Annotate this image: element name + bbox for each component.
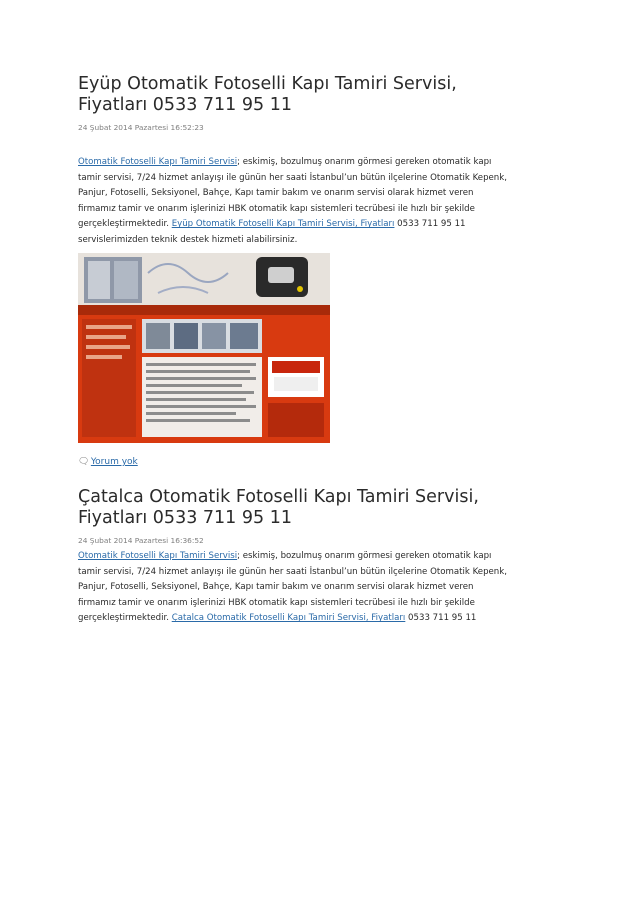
comments-count-link[interactable]: Yorum yok	[90, 457, 138, 467]
body-line-1	[78, 549, 558, 565]
body-line-1	[78, 155, 558, 171]
body-line-5	[78, 611, 558, 627]
service-link[interactable]: Otomatik Fotoselli Kapı Tamiri Servisi	[78, 551, 238, 561]
speech-bubble-icon: 🗨	[78, 457, 90, 467]
post-title-line-1[interactable]: Eyüp Otomatik Fotoselli Kapı Tamiri Servisi,	[78, 74, 457, 94]
comments-link[interactable]	[78, 457, 138, 467]
body-line-6: servislerimizden teknik destek hizmeti alabilirsiniz.	[78, 234, 298, 245]
body-line-3: Panjur, Fotoselli, Seksiyonel, Bahçe, Kapı tamir bakım ve onarım servisi olarak hizmet veren	[78, 188, 474, 199]
body-text: ; eskimiş, bozulmuş onarım görmesi gereken otomatik kapı	[237, 551, 492, 561]
body-line-4: firmamız tamir ve onarım işlerinizi HBK otomatik kapı sistemleri tecrübesi ile hızlı bir şekilde	[78, 203, 475, 214]
service-link[interactable]: Otomatik Fotoselli Kapı Tamiri Servisi	[78, 157, 238, 167]
post-date: 24 Şubat 2014 Pazartesi 16:52:23	[78, 123, 204, 132]
post-title-line-2[interactable]: Fiyatları 0533 711 95 11	[78, 95, 292, 115]
post-catalca	[78, 487, 558, 545]
body-line-3: Panjur, Fotoselli, Seksiyonel, Bahçe, Kapı tamir bakım ve onarım servisi olarak hizmet veren	[78, 582, 474, 593]
body-line-2: tamir servisi, 7/24 hizmet anlayışı ile günün her saati İstanbul’un bütün ilçelerine Otomatik Kepenk,	[78, 566, 507, 577]
post-body-eyup	[78, 155, 558, 249]
post-thumbnail-image	[78, 253, 330, 443]
body-line-5	[78, 217, 558, 233]
body-text: gerçekleştirmektedir.	[78, 613, 172, 624]
eyup-service-link[interactable]: Eyüp Otomatik Fotoselli Kapı Tamiri Servisi, Fiyatları	[171, 219, 395, 230]
post-eyup	[78, 74, 558, 132]
body-line-2: tamir servisi, 7/24 hizmet anlayışı ile günün her saati İstanbul’un bütün ilçelerine Otomatik Kepenk,	[78, 172, 507, 183]
body-text: gerçekleştirmektedir.	[78, 219, 172, 230]
post-title[interactable]	[78, 487, 558, 529]
catalca-service-link[interactable]: Çatalca Otomatik Fotoselli Kapı Tamiri Servisi, Fiyatları	[171, 613, 406, 624]
post-title[interactable]	[78, 74, 558, 116]
phone-number: 0533 711 95 11	[405, 613, 477, 624]
post-title-line-1[interactable]: Çatalca Otomatik Fotoselli Kapı Tamiri Servisi,	[78, 487, 479, 507]
body-text: ; eskimiş, bozulmuş onarım görmesi gereken otomatik kapı	[237, 157, 492, 167]
phone-number: 0533 711 95 11	[394, 219, 466, 230]
thumbnail-illustration	[78, 253, 330, 443]
body-line-4: firmamız tamir ve onarım işlerinizi HBK otomatik kapı sistemleri tecrübesi ile hızlı bir şekilde	[78, 597, 475, 608]
post-body-catalca	[78, 549, 558, 627]
post-date: 24 Şubat 2014 Pazartesi 16:36:52	[78, 536, 204, 545]
post-title-line-2[interactable]: Fiyatları 0533 711 95 11	[78, 508, 292, 528]
